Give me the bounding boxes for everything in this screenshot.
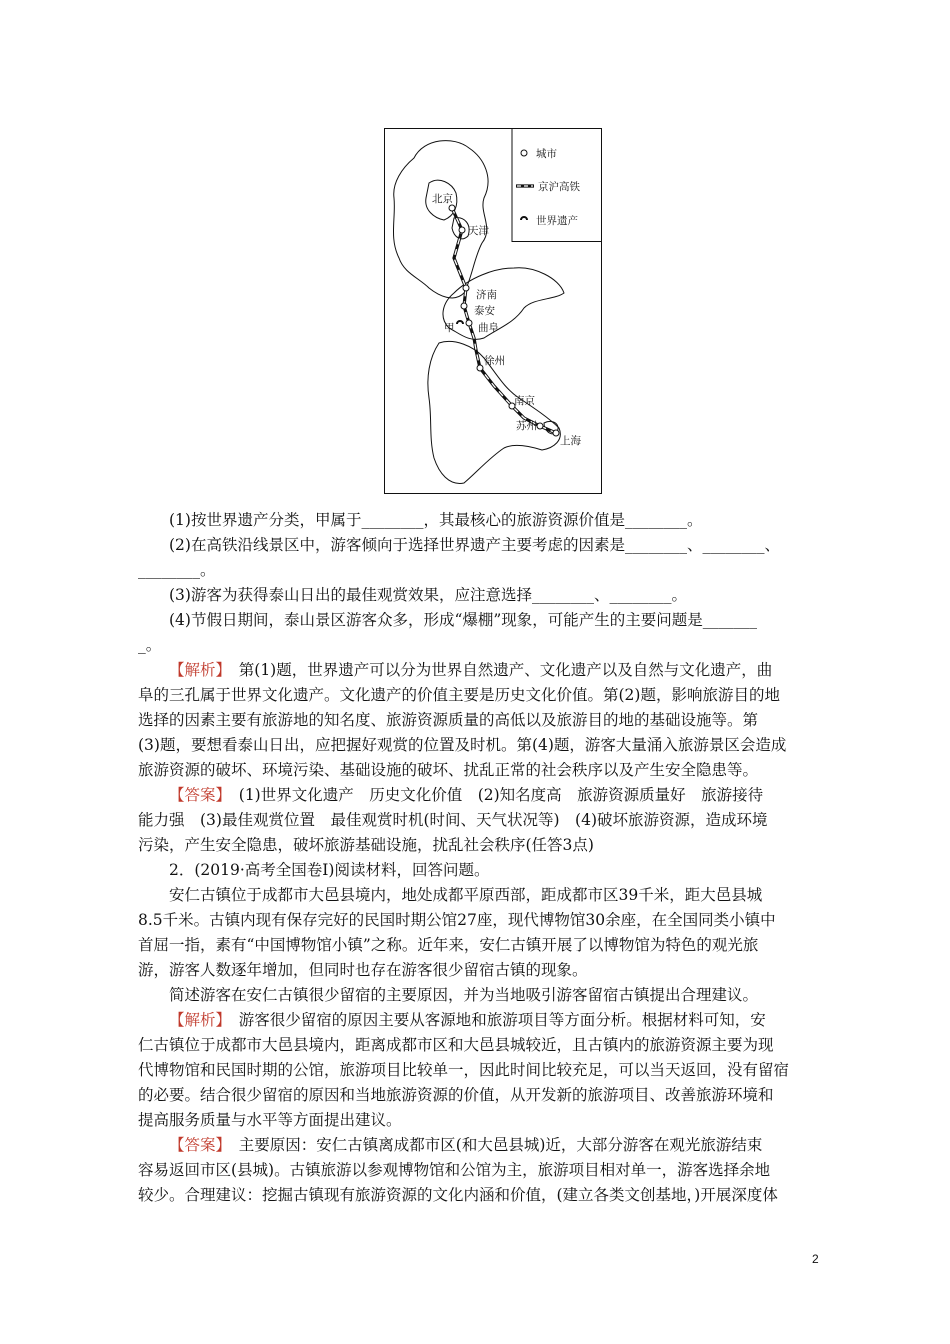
city-jinan-label: 济南 bbox=[476, 289, 497, 301]
city-qufu-dot bbox=[466, 320, 472, 326]
city-shanghai-dot bbox=[553, 430, 559, 436]
analysis-2-line4: 的必要。结合很少留宿的原因和当地旅游资源的价值，从开发新的旅游项目、改善旅游环境和 bbox=[138, 1086, 774, 1104]
legend-city-symbol bbox=[521, 150, 527, 156]
analysis-2-line2: 仁古镇位于成都市大邑县境内，距离成都市区和大邑县城较近，且古镇内的旅游资源主要为现 bbox=[138, 1036, 774, 1054]
legend-heritage-label: 世界遗产 bbox=[536, 215, 578, 227]
question-4-line2: _。 bbox=[138, 636, 162, 654]
city-nanjing-label: 南京 bbox=[514, 395, 535, 407]
analysis-2-text-1: 游客很少留宿的原因主要从客源地和旅游项目等方面分析。根据材料可知，安 bbox=[223, 1011, 766, 1029]
question-2-heading bbox=[138, 858, 824, 883]
question-4-line1 bbox=[138, 608, 824, 633]
answer-1-line2: 能力强 (3)最佳观赏位置 最佳观赏时机(时间、天气状况等) (4)破坏旅游资源，造成环境 bbox=[138, 811, 768, 829]
q2-text-a: (2)在高铁沿线景区中，游客倾向于选择世界遗产主要考虑的因素是________、________、 bbox=[169, 536, 780, 554]
answer-1-text-1: (1)世界文化遗产 历史文化价值 (2)知名度高 旅游资源质量好 旅游接待 bbox=[223, 786, 764, 804]
city-taian-label: 泰安 bbox=[474, 305, 495, 317]
question-1 bbox=[138, 508, 824, 533]
material-line3: 首屈一指，素有“中国博物馆小镇”之称。近年来，安仁古镇开展了以博物馆为特色的观光旅 bbox=[138, 936, 759, 954]
analysis-1-line3: 选择的因素主要有旅游地的知名度、旅游资源质量的高低以及旅游目的地的基础设施等。第 bbox=[138, 711, 759, 729]
answer-2-tag: 【答案】 bbox=[169, 1136, 224, 1154]
analysis-2-line5: 提高服务质量与水平等方面提出建议。 bbox=[138, 1111, 402, 1129]
material-line5: 简述游客在安仁古镇很少留宿的主要原因，并为当地吸引游客留宿古镇提出合理建议。 bbox=[138, 986, 759, 1004]
answer-1-line1 bbox=[138, 783, 824, 808]
q4-text-a: (4)节假日期间，泰山景区游客众多，形成“爆棚”现象，可能产生的主要问题是_______ bbox=[169, 611, 758, 629]
answer-1-line3: 污染，产生安全隐患，破坏旅游基础设施，扰乱社会秩序(任答3点) bbox=[138, 836, 594, 854]
city-beijing-label: 北京 bbox=[432, 193, 453, 205]
material-line1: 安仁古镇位于成都市大邑县境内，地处成都平原西部，距成都市区39千米，距大邑县城 bbox=[138, 886, 763, 904]
answer-2-line1 bbox=[138, 1133, 824, 1158]
analysis-1-line2: 阜的三孔属于世界文化遗产。文化遗产的价值主要是历史文化价值。第(2)题，影响旅游目的地 bbox=[138, 686, 780, 704]
city-tianjin-label: 天津 bbox=[468, 225, 489, 237]
city-suzhou-dot bbox=[537, 423, 543, 429]
city-jinan-dot bbox=[463, 285, 469, 291]
analysis-2-line1 bbox=[138, 1008, 824, 1033]
answer-2-line3: 较少。合理建议：挖掘古镇现有旅游资源的文化内涵和价值，(建立各类文创基地，)开展深度体 bbox=[138, 1186, 778, 1204]
rail-map-svg bbox=[384, 128, 602, 494]
city-xuzhou-dot bbox=[477, 365, 483, 371]
legend-city-label: 城市 bbox=[536, 148, 557, 160]
rail-map-figure bbox=[384, 128, 602, 494]
city-xuzhou-label: 徐州 bbox=[484, 355, 505, 367]
legend-rail-label: 京沪高铁 bbox=[538, 181, 580, 193]
site-jia-label: 甲 bbox=[444, 322, 455, 334]
city-qufu-label: 曲阜 bbox=[478, 322, 499, 334]
analysis-2-tag: 【解析】 bbox=[169, 1011, 224, 1029]
city-tianjin-dot bbox=[459, 227, 465, 233]
question-2-line2: ________。 bbox=[138, 561, 216, 579]
analysis-2-line3: 代博物馆和民国时期的公馆，旅游项目比较单一，因此时间比较充足，可以当天返回，没有留宿 bbox=[138, 1061, 790, 1079]
city-beijing-dot bbox=[449, 205, 455, 211]
material-line4: 游，游客人数逐年增加，但同时也存在游客很少留宿古镇的现象。 bbox=[138, 961, 588, 979]
answer-2-line2: 容易返回市区(县城)。古镇旅游以参观博物馆和公馆为主，旅游项目相对单一，游客选择余地 bbox=[138, 1161, 771, 1179]
answer-tag: 【答案】 bbox=[169, 786, 224, 804]
analysis-tag: 【解析】 bbox=[169, 661, 224, 679]
city-suzhou-label: 苏州 bbox=[516, 420, 537, 432]
q3-text: (3)游客为获得泰山日出的最佳观赏效果，应注意选择________、________。 bbox=[169, 586, 687, 604]
material-line2: 8.5千米。古镇内现有保存完好的民国时期公馆27座，现代博物馆30余座，在全国同类小镇中 bbox=[138, 911, 776, 929]
question-3 bbox=[138, 583, 824, 608]
answer-2-text-1: 主要原因：安仁古镇离成都市区(和大邑县城)近，大部分游客在观光旅游结束 bbox=[223, 1136, 763, 1154]
page-number: 2 bbox=[812, 1252, 819, 1266]
analysis-1-line4: (3)题，要想看泰山日出，应把握好观赏的位置及时机。第(4)题，游客大量涌入旅游景区会造成 bbox=[138, 736, 787, 754]
analysis-1-text-1: 第(1)题，世界遗产可以分为世界自然遗产、文化遗产以及自然与文化遗产，曲 bbox=[223, 661, 773, 679]
analysis-1-line1 bbox=[138, 658, 824, 683]
city-shanghai-label: 上海 bbox=[560, 435, 581, 447]
analysis-1-line5: 旅游资源的破坏、环境污染、基础设施的破坏、扰乱正常的社会秩序以及产生安全隐患等。 bbox=[138, 761, 759, 779]
q1-text: (1)按世界遗产分类，甲属于________，其最核心的旅游资源价值是________。 bbox=[169, 511, 703, 529]
city-taian-dot bbox=[461, 303, 467, 309]
question-2-line1 bbox=[138, 533, 824, 558]
question-2-heading-text: 2．(2019·高考全国卷Ⅰ)阅读材料，回答问题。 bbox=[169, 861, 490, 879]
